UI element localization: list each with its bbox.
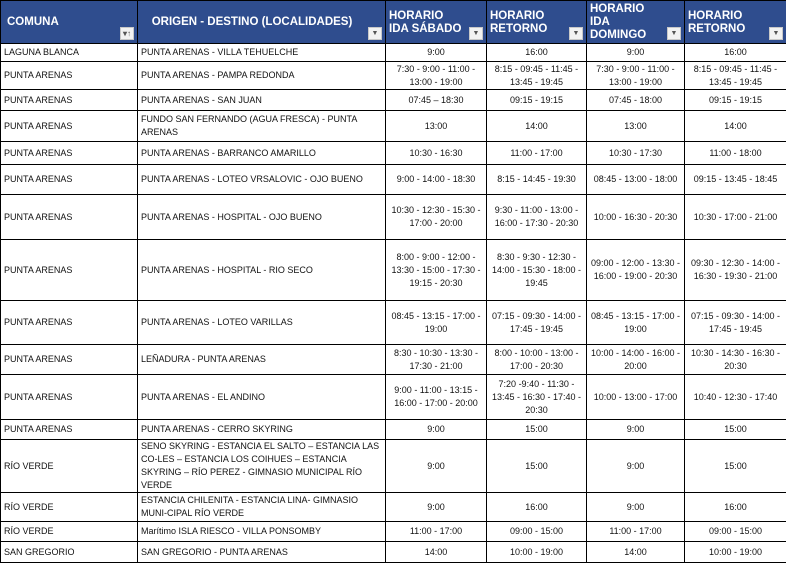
- table-row: [1, 44, 786, 62]
- cell-comuna: SAN GREGORIO: [1, 542, 138, 563]
- cell-retorno-domingo: 09:15 - 19:15: [685, 90, 786, 111]
- cell-ida-sabado: 08:45 - 13:15 - 17:00 - 19:00: [386, 301, 487, 345]
- cell-ruta: SAN GREGORIO - PUNTA ARENAS: [138, 542, 386, 563]
- header-label: ORIGEN - DESTINO (LOCALIDADES): [152, 16, 353, 28]
- cell-ida-sabado: 9:00 - 14:00 - 18:30: [386, 165, 487, 195]
- table-row: [1, 522, 786, 542]
- cell-ida-sabado: 9:00 - 11:00 - 13:15 - 16:00 - 17:00 - 20:00: [386, 375, 487, 420]
- header-comuna: [1, 1, 138, 44]
- cell-ida-domingo: 9:00: [587, 493, 685, 522]
- header-label: HORARIO IDA DOMINGO: [590, 3, 646, 41]
- table-row: [1, 90, 786, 111]
- dropdown-filter-icon[interactable]: ▼: [769, 27, 783, 40]
- cell-ruta: LEÑADURA - PUNTA ARENAS: [138, 345, 386, 375]
- header-label: COMUNA: [7, 16, 59, 28]
- table-row: [1, 345, 786, 375]
- cell-ida-domingo: 13:00: [587, 111, 685, 142]
- dropdown-filter-icon[interactable]: ▼: [469, 27, 483, 40]
- cell-retorno-domingo: 10:30 - 14:30 - 16:30 - 20:30: [685, 345, 786, 375]
- table-row: [1, 195, 786, 240]
- cell-ida-domingo: 7:30 - 9:00 - 11:00 - 13:00 - 19:00: [587, 62, 685, 90]
- cell-ida-domingo: 10:00 - 13:00 - 17:00: [587, 375, 685, 420]
- cell-ruta: PUNTA ARENAS - VILLA TEHUELCHE: [138, 44, 386, 62]
- cell-retorno-sabado: 8:15 - 09:45 - 11:45 - 13:45 - 19:45: [487, 62, 587, 90]
- cell-ida-sabado: 9:00: [386, 440, 487, 493]
- cell-retorno-sabado: 9:30 - 11:00 - 13:00 - 16:00 - 17:30 - 20:30: [487, 195, 587, 240]
- cell-ida-domingo: 9:00: [587, 440, 685, 493]
- dropdown-filter-icon[interactable]: ▼: [569, 27, 583, 40]
- table-row: [1, 301, 786, 345]
- cell-ida-domingo: 9:00: [587, 44, 685, 62]
- cell-comuna: PUNTA ARENAS: [1, 240, 138, 301]
- table-row: [1, 375, 786, 420]
- cell-retorno-sabado: 10:00 - 19:00: [487, 542, 587, 563]
- cell-retorno-sabado: 15:00: [487, 420, 587, 440]
- cell-comuna: PUNTA ARENAS: [1, 375, 138, 420]
- table-row: [1, 111, 786, 142]
- header-retorno-sabado: [487, 1, 587, 44]
- cell-ruta: PUNTA ARENAS - BARRANCO AMARILLO: [138, 142, 386, 165]
- cell-ida-domingo: 08:45 - 13:15 - 17:00 - 19:00: [587, 301, 685, 345]
- cell-retorno-domingo: 10:40 - 12:30 - 17:40: [685, 375, 786, 420]
- cell-ruta: PUNTA ARENAS - SAN JUAN: [138, 90, 386, 111]
- cell-ida-domingo: 11:00 - 17:00: [587, 522, 685, 542]
- cell-retorno-domingo: 16:00: [685, 493, 786, 522]
- cell-comuna: PUNTA ARENAS: [1, 301, 138, 345]
- cell-comuna: PUNTA ARENAS: [1, 195, 138, 240]
- cell-ida-sabado: 11:00 - 17:00: [386, 522, 487, 542]
- cell-ruta: PUNTA ARENAS - EL ANDINO: [138, 375, 386, 420]
- cell-retorno-domingo: 10:00 - 19:00: [685, 542, 786, 563]
- table-row: [1, 542, 786, 563]
- cell-ruta: FUNDO SAN FERNANDO (AGUA FRESCA) - PUNTA ARENAS: [138, 111, 386, 142]
- cell-comuna: PUNTA ARENAS: [1, 420, 138, 440]
- sort-filter-icon[interactable]: ▾↑: [120, 27, 134, 40]
- cell-retorno-sabado: 11:00 - 17:00: [487, 142, 587, 165]
- cell-comuna: PUNTA ARENAS: [1, 62, 138, 90]
- table-row: [1, 142, 786, 165]
- cell-comuna: PUNTA ARENAS: [1, 90, 138, 111]
- header-label: HORARIO IDA SÁBADO: [389, 10, 461, 35]
- cell-ruta: PUNTA ARENAS - CERRO SKYRING: [138, 420, 386, 440]
- cell-retorno-sabado: 14:00: [487, 111, 587, 142]
- table-row: [1, 240, 786, 301]
- cell-ida-sabado: 9:00: [386, 420, 487, 440]
- cell-ruta: PUNTA ARENAS - HOSPITAL - RIO SECO: [138, 240, 386, 301]
- cell-retorno-domingo: 09:30 - 12:30 - 14:00 - 16:30 - 19:30 - 21:00: [685, 240, 786, 301]
- cell-ruta: PUNTA ARENAS - PAMPA REDONDA: [138, 62, 386, 90]
- cell-ida-domingo: 07:45 - 18:00: [587, 90, 685, 111]
- cell-comuna: PUNTA ARENAS: [1, 111, 138, 142]
- cell-retorno-sabado: 16:00: [487, 493, 587, 522]
- cell-comuna: PUNTA ARENAS: [1, 345, 138, 375]
- table-row: [1, 440, 786, 493]
- cell-ida-domingo: 09:00 - 12:00 - 13:30 - 16:00 - 19:00 - 20:30: [587, 240, 685, 301]
- cell-retorno-domingo: 16:00: [685, 44, 786, 62]
- cell-retorno-sabado: 09:15 - 19:15: [487, 90, 587, 111]
- header-label: HORARIO RETORNO: [490, 10, 547, 35]
- cell-ida-domingo: 14:00: [587, 542, 685, 563]
- header-label: HORARIO RETORNO: [688, 10, 745, 35]
- cell-retorno-domingo: 15:00: [685, 420, 786, 440]
- cell-retorno-sabado: 15:00: [487, 440, 587, 493]
- table-row: [1, 62, 786, 90]
- cell-comuna: PUNTA ARENAS: [1, 165, 138, 195]
- header-ida-domingo: [587, 1, 685, 44]
- cell-comuna: RÍO VERDE: [1, 493, 138, 522]
- header-ida-sabado: [386, 1, 487, 44]
- cell-retorno-sabado: 8:30 - 9:30 - 12:30 - 14:00 - 15:30 - 18:00 - 19:45: [487, 240, 587, 301]
- cell-ida-sabado: 8:30 - 10:30 - 13:30 - 17:30 - 21:00: [386, 345, 487, 375]
- cell-retorno-domingo: 11:00 - 18:00: [685, 142, 786, 165]
- cell-retorno-sabado: 07:15 - 09:30 - 14:00 - 17:45 - 19:45: [487, 301, 587, 345]
- header-row: [1, 1, 786, 44]
- cell-ida-sabado: 7:30 - 9:00 - 11:00 - 13:00 - 19:00: [386, 62, 487, 90]
- table-row: [1, 420, 786, 440]
- cell-ruta: SENO SKYRING - ESTANCIA EL SALTO – ESTANCIA LAS CO-LES – ESTANCIA LOS COIHUES – ESTANCIA SKYRING – RÍO PEREZ - GIMNASIO MUNICIPAL RÍO VERDE: [138, 440, 386, 493]
- cell-ida-domingo: 10:00 - 16:30 - 20:30: [587, 195, 685, 240]
- cell-retorno-domingo: 8:15 - 09:45 - 11:45 - 13:45 - 19:45: [685, 62, 786, 90]
- cell-ida-domingo: 9:00: [587, 420, 685, 440]
- cell-ida-sabado: 14:00: [386, 542, 487, 563]
- cell-ruta: PUNTA ARENAS - LOTEO VARILLAS: [138, 301, 386, 345]
- cell-comuna: RÍO VERDE: [1, 522, 138, 542]
- cell-comuna: RÍO VERDE: [1, 440, 138, 493]
- cell-retorno-domingo: 15:00: [685, 440, 786, 493]
- cell-ida-sabado: 10:30 - 16:30: [386, 142, 487, 165]
- dropdown-filter-icon[interactable]: ▼: [368, 27, 382, 40]
- cell-retorno-domingo: 10:30 - 17:00 - 21:00: [685, 195, 786, 240]
- cell-ida-sabado: 8:00 - 9:00 - 12:00 - 13:30 - 15:00 - 17:30 - 19:15 - 20:30: [386, 240, 487, 301]
- cell-retorno-sabado: 8:15 - 14:45 - 19:30: [487, 165, 587, 195]
- cell-ida-sabado: 13:00: [386, 111, 487, 142]
- table-row: [1, 165, 786, 195]
- cell-ida-sabado: 07:45 – 18:30: [386, 90, 487, 111]
- table-row: [1, 493, 786, 522]
- cell-retorno-sabado: 09:00 - 15:00: [487, 522, 587, 542]
- cell-retorno-domingo: 09:00 - 15:00: [685, 522, 786, 542]
- cell-ida-sabado: 10:30 - 12:30 - 15:30 - 17:00 - 20:00: [386, 195, 487, 240]
- cell-retorno-domingo: 09:15 - 13:45 - 18:45: [685, 165, 786, 195]
- cell-ruta: PUNTA ARENAS - HOSPITAL - OJO BUENO: [138, 195, 386, 240]
- header-retorno-domingo: [685, 1, 786, 44]
- cell-comuna: PUNTA ARENAS: [1, 142, 138, 165]
- cell-ida-domingo: 10:00 - 14:00 - 16:00 - 20:00: [587, 345, 685, 375]
- cell-ida-sabado: 9:00: [386, 493, 487, 522]
- cell-ruta: Marítimo ISLA RIESCO - VILLA PONSOMBY: [138, 522, 386, 542]
- dropdown-filter-icon[interactable]: ▼: [667, 27, 681, 40]
- cell-ruta: PUNTA ARENAS - LOTEO VRSALOVIC - OJO BUENO: [138, 165, 386, 195]
- cell-retorno-sabado: 16:00: [487, 44, 587, 62]
- cell-retorno-domingo: 07:15 - 09:30 - 14:00 - 17:45 - 19:45: [685, 301, 786, 345]
- cell-retorno-sabado: 8:00 - 10:00 - 13:00 - 17:00 - 20:30: [487, 345, 587, 375]
- cell-retorno-sabado: 7:20 -9:40 - 11:30 - 13:45 - 16:30 - 17:40 - 20:30: [487, 375, 587, 420]
- cell-retorno-domingo: 14:00: [685, 111, 786, 142]
- cell-ruta: ESTANCIA CHILENITA - ESTANCIA LINA- GIMNASIO MUNI-CIPAL RÍO VERDE: [138, 493, 386, 522]
- cell-ida-sabado: 9:00: [386, 44, 487, 62]
- cell-ida-domingo: 10:30 - 17:30: [587, 142, 685, 165]
- cell-comuna: LAGUNA BLANCA: [1, 44, 138, 62]
- cell-ida-domingo: 08:45 - 13:00 - 18:00: [587, 165, 685, 195]
- header-origen-destino: [138, 1, 386, 44]
